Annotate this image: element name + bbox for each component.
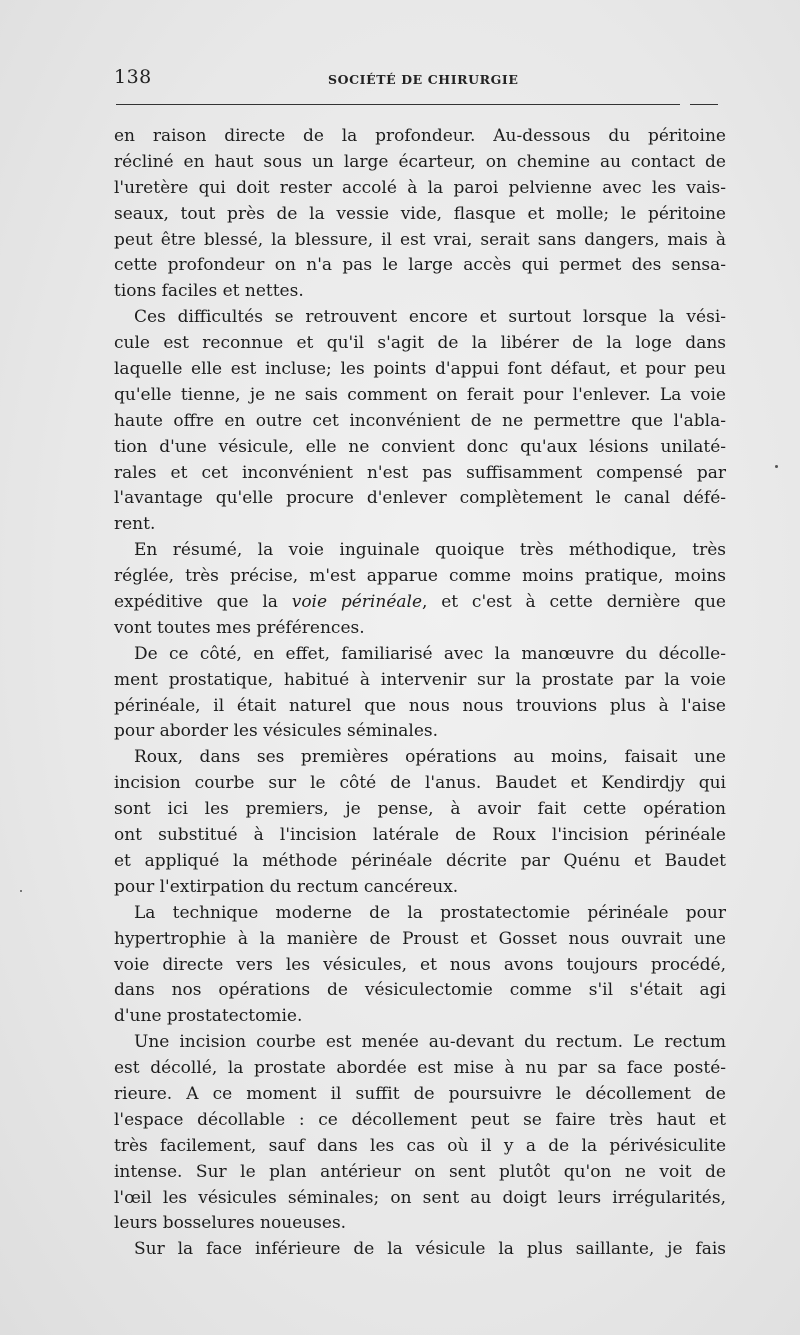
text-line: Une incision courbe est menée au-devant du rectum. Le rectum [134, 1032, 726, 1053]
text-line: incision courbe sur le côté de l'anus. Baudet et Kendirdjy qui [114, 773, 726, 794]
paragraph [114, 901, 726, 1030]
text-line: seaux, tout près de la vessie vide, flasque et molle; le péritoine [114, 203, 726, 224]
header-rule-tail [690, 104, 718, 105]
italic-phrase: voie périnéale [291, 592, 423, 613]
text-line: dans nos opérations de vésiculectomie comme s'il s'était agi [114, 980, 726, 1001]
text-line: Ces difficultés se retrouvent encore et surtout lorsque la vési- [134, 307, 726, 328]
text-line: haute offre en outre cet inconvénient de ne permettre que l'abla- [114, 410, 726, 431]
page-number: 138 [114, 66, 152, 88]
text-line: d'une prostatectomie. [114, 1006, 303, 1027]
text-line: vont toutes mes préférences. [114, 617, 365, 638]
running-title: SOCIÉTÉ DE CHIRURGIE [328, 72, 519, 87]
header-rule [116, 104, 680, 105]
text-line: l'espace décollable : ce décollement peut se faire très haut et [114, 1109, 726, 1130]
text-line: tions faciles et nettes. [114, 281, 304, 302]
paragraph [114, 538, 726, 642]
text-line: cule est reconnue et qu'il s'agit de la libérer de la loge dans [114, 333, 726, 354]
text-line: rent. [114, 514, 156, 535]
text-line: récliné en haut sous un large écarteur, on chemine au contact de [114, 151, 726, 172]
text-span: expéditive que la [114, 592, 292, 613]
text-line: l'avantage qu'elle procure d'enlever complètement le canal défé- [114, 488, 726, 509]
text-line: laquelle elle est incluse; les points d'appui font défaut, et pour peu [114, 359, 726, 380]
paragraph [114, 642, 726, 746]
paragraph [114, 745, 726, 900]
text-line: ment prostatique, habitué à intervenir sur la prostate par la voie [114, 669, 726, 690]
text-line: voie directe vers les vésicules, et nous avons toujours procédé, [114, 954, 726, 975]
text-line: réglée, très précise, m'est apparue comme moins pratique, moins [114, 566, 726, 587]
text-line: pour l'extirpation du rectum cancéreux. [114, 876, 459, 897]
text-line: peut être blessé, la blessure, il est vrai, serait sans dangers, mais à [114, 229, 726, 250]
text-line: ont substitué à l'incision latérale de Roux l'incision périnéale [114, 825, 726, 846]
text-line: l'uretère qui doit rester accolé à la paroi pelvienne avec les vais- [114, 177, 726, 198]
text-line: En résumé, la voie inguinale quoique très méthodique, très [134, 540, 726, 561]
paragraph [114, 1237, 726, 1263]
text-line: qu'elle tienne, je ne sais comment on ferait pour l'enlever. La voie [114, 384, 726, 405]
text-line: et appliqué la méthode périnéale décrite par Quénu et Baudet [114, 850, 726, 871]
text-line: leurs bosselures noueuses. [114, 1213, 347, 1234]
text-line: La technique moderne de la prostatectomie périnéale pour [134, 902, 726, 923]
text-line: rieure. A ce moment il suffit de poursuivre le décollement de [114, 1083, 726, 1104]
text-line: rales et cet inconvénient n'est pas suffisamment compensé par [114, 462, 726, 483]
text-span: , et c'est à cette dernière que [422, 592, 726, 613]
page-header [114, 66, 718, 94]
paragraph [114, 1030, 726, 1237]
text-line: intense. Sur le plan antérieur on sent plutôt qu'on ne voit de [114, 1161, 726, 1182]
body-text [114, 124, 726, 1263]
text-line: tion d'une vésicule, elle ne convient donc qu'aux lésions unilaté- [114, 436, 726, 457]
text-line: De ce côté, en effet, familiarisé avec la manœuvre du décolle- [134, 643, 726, 664]
text-line: Roux, dans ses premières opérations au moins, faisait une [134, 747, 726, 768]
text-line: très facilement, sauf dans les cas où il y a de la périvésiculite [114, 1135, 726, 1156]
paragraph [114, 124, 726, 305]
text-line [114, 590, 726, 616]
ink-speck [20, 890, 22, 892]
text-line: hypertrophie à la manière de Proust et Gosset nous ouvrait une [114, 928, 726, 949]
text-line: en raison directe de la profondeur. Au-dessous du péritoine [114, 126, 726, 146]
text-line: pour aborder les vésicules séminales. [114, 721, 439, 742]
text-line: Sur la face inférieure de la vésicule la plus saillante, je fais [134, 1239, 726, 1260]
text-line: cette profondeur on n'a pas le large accès qui permet des sensa- [114, 255, 726, 276]
ink-speck [775, 465, 778, 468]
text-line: l'œil les vésicules séminales; on sent au doigt leurs irrégularités, [114, 1187, 726, 1208]
text-line: sont ici les premiers, je pense, à avoir fait cette opération [114, 799, 726, 820]
text-line: périnéale, il était naturel que nous nous trouvions plus à l'aise [114, 695, 726, 716]
text-line: est décollé, la prostate abordée est mise à nu par sa face posté- [114, 1058, 726, 1079]
paragraph [114, 305, 726, 538]
